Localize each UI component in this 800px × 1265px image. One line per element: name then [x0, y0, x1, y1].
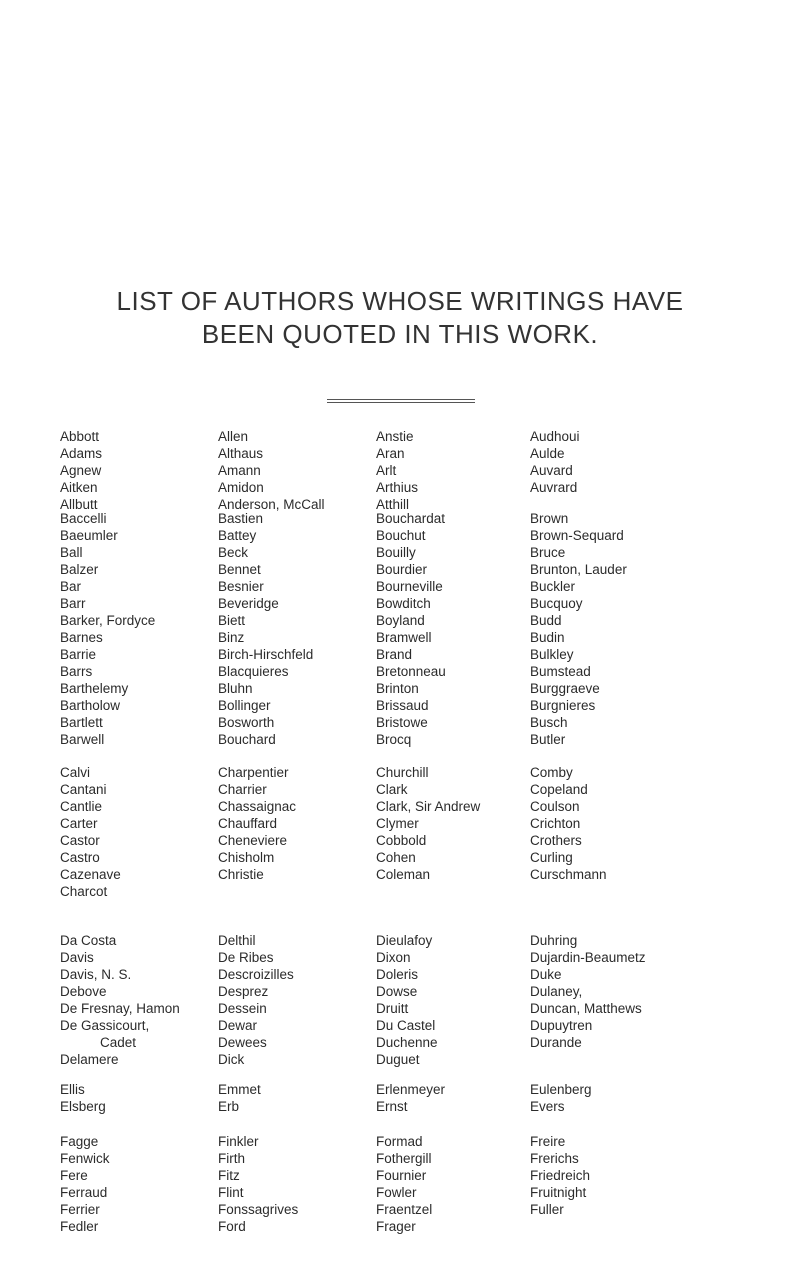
- author-name: Amann: [218, 463, 261, 478]
- author-name: Eulenberg: [530, 1082, 592, 1097]
- author-name: Druitt: [376, 1001, 409, 1016]
- author-name: Desprez: [218, 984, 269, 999]
- author-name: Erlenmeyer: [376, 1082, 446, 1097]
- author-column-3: [376, 1133, 432, 1235]
- author-column-3: [376, 510, 446, 748]
- author-name: Barrie: [60, 647, 97, 662]
- author-name: Frerichs: [530, 1151, 579, 1166]
- author-name: Blacquieres: [218, 664, 289, 679]
- author-name: Bruce: [530, 545, 566, 560]
- author-name: Bouchard: [218, 732, 276, 747]
- author-name: Abbott: [60, 429, 100, 444]
- author-name: Cantani: [60, 782, 107, 797]
- author-name: Churchill: [376, 765, 429, 780]
- author-name: Burggraeve: [530, 681, 600, 696]
- author-name: Brinton: [376, 681, 419, 696]
- author-name: Delthil: [218, 933, 256, 948]
- author-name: Birch-Hirschfeld: [218, 647, 314, 662]
- author-name: Duchenne: [376, 1035, 438, 1050]
- author-name: Dewar: [218, 1018, 258, 1033]
- author-name: Debove: [60, 984, 107, 999]
- author-name: Calvi: [60, 765, 91, 780]
- author-column-4: [530, 428, 580, 496]
- author-name: Fenwick: [60, 1151, 110, 1166]
- author-name: Allen: [218, 429, 249, 444]
- author-name: Arlt: [376, 463, 397, 478]
- author-name: Christie: [218, 867, 264, 882]
- author-name: Castro: [60, 850, 100, 865]
- author-name: Firth: [218, 1151, 245, 1166]
- author-name: Dulaney,: [530, 984, 583, 999]
- author-name: Friedreich: [530, 1168, 591, 1183]
- author-name: Clark, Sir Andrew: [376, 799, 481, 814]
- author-name: Beck: [218, 545, 249, 560]
- author-name: Dessein: [218, 1001, 267, 1016]
- author-name: Freire: [530, 1134, 566, 1149]
- author-name: Crichton: [530, 816, 581, 831]
- author-name: Chauffard: [218, 816, 278, 831]
- author-name: Boyland: [376, 613, 425, 628]
- author-column-4: [530, 1133, 590, 1218]
- author-name: Cantlie: [60, 799, 103, 814]
- author-name: Baccelli: [60, 511, 107, 526]
- author-name: Fuller: [530, 1202, 564, 1217]
- author-name: Bollinger: [218, 698, 271, 713]
- author-name: Bennet: [218, 562, 261, 577]
- author-column-2: [218, 510, 313, 748]
- author-name: Descroizilles: [218, 967, 294, 982]
- author-name: Bumstead: [530, 664, 591, 679]
- author-name: Arthius: [376, 480, 419, 495]
- author-name: Brand: [376, 647, 413, 662]
- author-name: Durande: [530, 1035, 582, 1050]
- author-name: Fedler: [60, 1219, 99, 1234]
- author-name: De Fresnay, Hamon: [60, 1001, 180, 1016]
- author-name: Bartholow: [60, 698, 121, 713]
- author-name: Ernst: [376, 1099, 408, 1114]
- divider-rule-top: [327, 399, 475, 400]
- author-name: Budd: [530, 613, 562, 628]
- author-name: Ferrier: [60, 1202, 100, 1217]
- author-name: Finkler: [218, 1134, 259, 1149]
- author-name: Evers: [530, 1099, 565, 1114]
- author-name: Emmet: [218, 1082, 261, 1097]
- author-name: Dewees: [218, 1035, 267, 1050]
- author-name: Aulde: [530, 446, 565, 461]
- divider-rule-bottom: [327, 402, 475, 403]
- author-name: De Gassicourt,: [60, 1018, 150, 1033]
- author-column-3: [376, 428, 418, 513]
- author-name: Biett: [218, 613, 246, 628]
- author-name: Crothers: [530, 833, 582, 848]
- author-column-1: [60, 510, 155, 748]
- author-name: Barker, Fordyce: [60, 613, 156, 628]
- author-column-3: [376, 1081, 445, 1115]
- author-name: Clymer: [376, 816, 419, 831]
- author-name: Bourdier: [376, 562, 428, 577]
- author-name: Charpentier: [218, 765, 289, 780]
- author-name: Bastien: [218, 511, 264, 526]
- author-name: Busch: [530, 715, 568, 730]
- author-name: Beveridge: [218, 596, 279, 611]
- author-column-1: [60, 764, 121, 900]
- author-name: Auvrard: [530, 480, 578, 495]
- author-column-2: [218, 764, 296, 883]
- author-column-3: [376, 764, 480, 883]
- author-name: Ellis: [60, 1082, 85, 1097]
- author-name: Butler: [530, 732, 566, 747]
- author-name: Barrs: [60, 664, 93, 679]
- author-name: Delamere: [60, 1052, 119, 1067]
- author-column-1: [60, 1133, 110, 1235]
- author-name: Ford: [218, 1219, 246, 1234]
- author-name: Duhring: [530, 933, 578, 948]
- author-name: Bouchardat: [376, 511, 446, 526]
- author-name: Bramwell: [376, 630, 432, 645]
- author-name: Dieulafoy: [376, 933, 433, 948]
- author-column-2: [218, 1081, 261, 1115]
- author-column-3: [376, 932, 438, 1068]
- author-name: Brown: [530, 511, 569, 526]
- author-name: Audhoui: [530, 429, 580, 444]
- author-name: Bowditch: [376, 596, 431, 611]
- author-name: Bucquoy: [530, 596, 583, 611]
- author-name: Carter: [60, 816, 98, 831]
- author-name: Bourneville: [376, 579, 443, 594]
- author-name: Doleris: [376, 967, 419, 982]
- author-name: Balzer: [60, 562, 99, 577]
- author-name: Dupuytren: [530, 1018, 593, 1033]
- author-name: Besnier: [218, 579, 264, 594]
- author-name: Elsberg: [60, 1099, 106, 1114]
- author-name: Dujardin-Beaumetz: [530, 950, 646, 965]
- author-name: Bosworth: [218, 715, 275, 730]
- author-name: Brown-Sequard: [530, 528, 624, 543]
- author-name: Dowse: [376, 984, 418, 999]
- author-name: Ferraud: [60, 1185, 108, 1200]
- author-name: Barnes: [60, 630, 103, 645]
- author-name: Fagge: [60, 1134, 99, 1149]
- author-column-4: [530, 764, 607, 883]
- author-column-1: [60, 1081, 106, 1115]
- author-name: Anstie: [376, 429, 414, 444]
- author-name: Agnew: [60, 463, 102, 478]
- author-name: Barr: [60, 596, 86, 611]
- author-name: Copeland: [530, 782, 588, 797]
- author-name: Buckler: [530, 579, 576, 594]
- author-name: Bluhn: [218, 681, 253, 696]
- author-name: Bouilly: [376, 545, 416, 560]
- author-name: Budin: [530, 630, 565, 645]
- author-name: Clark: [376, 782, 408, 797]
- author-name: Fournier: [376, 1168, 427, 1183]
- author-name: Fonssagrives: [218, 1202, 299, 1217]
- author-name: Fruitnight: [530, 1185, 587, 1200]
- author-name: Bulkley: [530, 647, 574, 662]
- author-name: Du Castel: [376, 1018, 436, 1033]
- author-column-2: [218, 1133, 298, 1235]
- author-name: Cazenave: [60, 867, 121, 882]
- author-name: Duke: [530, 967, 562, 982]
- author-name: Davis, N. S.: [60, 967, 132, 982]
- author-name: Cohen: [376, 850, 416, 865]
- author-name: Chisholm: [218, 850, 275, 865]
- author-name: Davis: [60, 950, 94, 965]
- author-name: Erb: [218, 1099, 240, 1114]
- author-name: Cobbold: [376, 833, 427, 848]
- author-name: Allbutt: [60, 497, 98, 512]
- author-name: Cheneviere: [218, 833, 288, 848]
- author-name: Bretonneau: [376, 664, 446, 679]
- author-name: Castor: [60, 833, 100, 848]
- author-name: Frager: [376, 1219, 416, 1234]
- author-name: Anderson, McCall: [218, 497, 325, 512]
- author-name: Auvard: [530, 463, 573, 478]
- author-name: Battey: [218, 528, 257, 543]
- author-name: Barthelemy: [60, 681, 129, 696]
- author-name: Bristowe: [376, 715, 428, 730]
- author-name: Curling: [530, 850, 573, 865]
- author-name: Cadet: [100, 1035, 137, 1050]
- author-name: Brunton, Lauder: [530, 562, 627, 577]
- author-name: Da Costa: [60, 933, 117, 948]
- author-name: Fitz: [218, 1168, 240, 1183]
- author-name: Coulson: [530, 799, 580, 814]
- author-name: De Ribes: [218, 950, 274, 965]
- author-name: Dixon: [376, 950, 411, 965]
- author-name: Fere: [60, 1168, 88, 1183]
- author-name: Brissaud: [376, 698, 429, 713]
- author-name: Atthill: [376, 497, 410, 512]
- author-column-4: [530, 1081, 592, 1115]
- author-name: Formad: [376, 1134, 423, 1149]
- author-name: Adams: [60, 446, 103, 461]
- author-name: Binz: [218, 630, 245, 645]
- page-title-line-1: LIST OF AUTHORS WHOSE WRITINGS HAVE: [116, 286, 684, 316]
- author-column-1: [60, 428, 102, 513]
- author-name: Fowler: [376, 1185, 417, 1200]
- author-name: Amidon: [218, 480, 264, 495]
- author-name: Burgnieres: [530, 698, 596, 713]
- author-name: Bouchut: [376, 528, 426, 543]
- author-name: Charrier: [218, 782, 267, 797]
- author-name: Curschmann: [530, 867, 607, 882]
- author-name: Baeumler: [60, 528, 118, 543]
- author-name: Charcot: [60, 884, 108, 899]
- author-name: Fraentzel: [376, 1202, 433, 1217]
- author-column-4: [530, 932, 646, 1051]
- author-name: Coleman: [376, 867, 431, 882]
- author-name: Aran: [376, 446, 405, 461]
- author-name: Brocq: [376, 732, 412, 747]
- author-name: Bar: [60, 579, 82, 594]
- author-name: Flint: [218, 1185, 244, 1200]
- author-name: Fothergill: [376, 1151, 432, 1166]
- author-name: Dick: [218, 1052, 245, 1067]
- author-column-4: [530, 510, 627, 748]
- author-column-1: [60, 932, 180, 1068]
- author-column-2: [218, 932, 294, 1068]
- author-name: Duncan, Matthews: [530, 1001, 642, 1016]
- author-name: Ball: [60, 545, 83, 560]
- author-name: Althaus: [218, 446, 264, 461]
- author-name: Chassaignac: [218, 799, 297, 814]
- author-name: Bartlett: [60, 715, 103, 730]
- author-name: Comby: [530, 765, 573, 780]
- author-name: Barwell: [60, 732, 105, 747]
- author-name: Duguet: [376, 1052, 420, 1067]
- author-column-2: [218, 428, 325, 513]
- page-title-line-2: BEEN QUOTED IN THIS WORK.: [201, 319, 599, 349]
- author-name: Aitken: [60, 480, 98, 495]
